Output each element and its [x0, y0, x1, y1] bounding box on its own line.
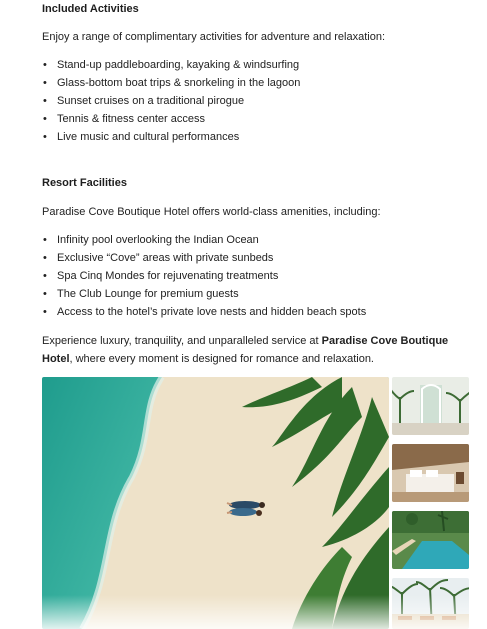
activities-intro: Enjoy a range of complimentary activities for adventure and relaxation:	[42, 31, 386, 43]
thumb-beach-loungers-photo[interactable]	[392, 578, 469, 629]
activities-list	[42, 56, 472, 146]
beach-loungers-image	[392, 578, 469, 629]
photo-gallery	[42, 377, 469, 629]
article-body	[42, 0, 472, 368]
lobby-image	[392, 377, 469, 435]
thumb-pool-photo[interactable]	[392, 511, 469, 569]
beach-aerial-image	[42, 377, 389, 629]
closing-paragraph	[42, 332, 472, 368]
facilities-list	[42, 231, 472, 321]
closing-suffix: , where every moment is designed for romance and relaxation.	[69, 353, 374, 365]
list-item: • The Club Lounge for premium guests	[42, 285, 472, 303]
bedroom-image	[392, 444, 469, 502]
thumb-lobby-photo[interactable]	[392, 377, 469, 435]
facilities-intro: Paradise Cove Boutique Hotel offers world-class amenities, including:	[42, 206, 381, 218]
list-item: • Glass-bottom boat trips & snorkeling in the lagoon	[42, 74, 472, 92]
list-item: • Tennis & fitness center access	[42, 110, 472, 128]
hotel-name: Paradise Cove Boutique Hotel	[42, 335, 449, 365]
list-item: • Infinity pool overlooking the Indian Ocean	[42, 231, 472, 249]
list-item: • Access to the hotel’s private love nests and hidden beach spots	[42, 303, 472, 321]
activities-heading: Included Activities	[42, 3, 139, 15]
list-item: • Exclusive “Cove” areas with private sunbeds	[42, 249, 472, 267]
facilities-heading: Resort Facilities	[42, 177, 127, 189]
list-item: • Live music and cultural performances	[42, 128, 472, 146]
list-item: • Spa Cinq Mondes for rejuvenating treatments	[42, 267, 472, 285]
closing-prefix: Experience luxury, tranquility, and unparalleled service at	[42, 335, 322, 347]
main-photo-beach-aerial[interactable]	[42, 377, 389, 629]
list-item: • Stand-up paddleboarding, kayaking & windsurfing	[42, 56, 472, 74]
list-item: • Sunset cruises on a traditional pirogue	[42, 92, 472, 110]
thumb-bedroom-photo[interactable]	[392, 444, 469, 502]
pool-image	[392, 511, 469, 569]
